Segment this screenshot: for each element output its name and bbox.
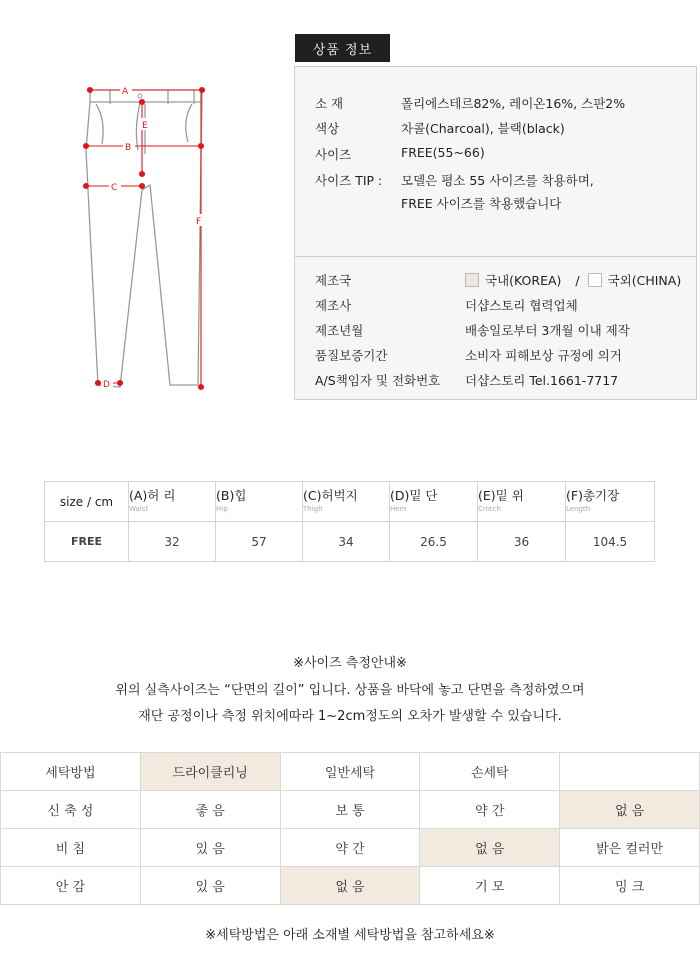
label-f: F bbox=[196, 217, 202, 227]
size-tip-value: 모델은 평소 55 사이즈를 착용하며, bbox=[401, 173, 594, 188]
col-length: (F)총기장 Length bbox=[566, 482, 655, 522]
stretch-none: 없 음 bbox=[560, 791, 700, 829]
warranty-value: 소비자 피해보상 규정에 의거 bbox=[465, 348, 622, 363]
product-info-box bbox=[294, 66, 697, 400]
color-label: 색상 bbox=[315, 121, 340, 136]
wash-table bbox=[0, 752, 700, 905]
manufacturer-label: 제조사 bbox=[315, 298, 352, 313]
warranty-label: 품질보증기간 bbox=[315, 348, 388, 363]
value-thigh: 34 bbox=[303, 522, 390, 562]
as-contact-value: 더샵스토리 Tel.1661-7717 bbox=[465, 373, 619, 388]
stretch-good: 좋 음 bbox=[140, 791, 280, 829]
lining-label: 안 감 bbox=[1, 867, 141, 905]
manufacturer-value: 더샵스토리 협력업체 bbox=[465, 298, 578, 313]
value-hip: 57 bbox=[216, 522, 303, 562]
table-row bbox=[1, 753, 700, 791]
sheer-none: 없 음 bbox=[420, 829, 560, 867]
material-label: 소 재 bbox=[315, 96, 344, 111]
wash-empty bbox=[560, 753, 700, 791]
product-info-title: 상품 정보 bbox=[295, 34, 390, 62]
origin-label: 제조국 bbox=[315, 273, 352, 288]
sheer-bright-only: 밝은 컬러만 bbox=[560, 829, 700, 867]
material-value: 폴리에스테르82%, 레이온16%, 스판2% bbox=[401, 96, 626, 111]
value-hem: 26.5 bbox=[390, 522, 478, 562]
sheer-yes: 있 음 bbox=[140, 829, 280, 867]
col-hem: (D)밑 단 Hem bbox=[390, 482, 478, 522]
pants-measurement-diagram bbox=[70, 80, 220, 400]
wash-normal: 일반세탁 bbox=[280, 753, 420, 791]
label-d: D bbox=[103, 380, 110, 390]
sheer-label: 비 침 bbox=[1, 829, 141, 867]
stretch-normal: 보 통 bbox=[280, 791, 420, 829]
size-corner: size / cm bbox=[45, 482, 129, 522]
color-value: 차콜(Charcoal), 블랙(black) bbox=[401, 121, 565, 136]
size-name: FREE bbox=[45, 522, 129, 562]
notes-line-2: 재단 공정이나 측정 위치에따라 1~2cm정도의 오차가 발생할 수 있습니다. bbox=[138, 709, 562, 724]
stretch-slight: 약 간 bbox=[420, 791, 560, 829]
value-crotch: 36 bbox=[478, 522, 566, 562]
sheer-slight: 약 간 bbox=[280, 829, 420, 867]
col-hip: (B)힙 Hip bbox=[216, 482, 303, 522]
origin-china: 국외(CHINA) bbox=[607, 273, 682, 288]
label-b: B bbox=[125, 143, 132, 153]
notes-line-1: 위의 실측사이즈는 “단면의 길이” 입니다. 상품을 바닥에 놓고 단면을 측정하였으며 bbox=[115, 683, 585, 698]
label-e: E bbox=[142, 121, 148, 131]
size-tip-value-2: FREE 사이즈를 착용했습니다 bbox=[401, 196, 562, 211]
wash-footnote: ※세탁방법은 아래 소재별 세탁방법을 참고하세요※ bbox=[205, 928, 495, 943]
table-row bbox=[1, 867, 700, 905]
origin-value bbox=[465, 271, 681, 289]
col-thigh: (C)허벅지 Thigh bbox=[303, 482, 390, 522]
lining-mink: 밍 크 bbox=[560, 867, 700, 905]
wash-method-label: 세탁방법 bbox=[1, 753, 141, 791]
size-table-header bbox=[45, 482, 655, 522]
lining-yes: 있 음 bbox=[140, 867, 280, 905]
label-c: C bbox=[111, 183, 118, 193]
origin-separator: / bbox=[575, 273, 580, 288]
value-length: 104.5 bbox=[566, 522, 655, 562]
table-row bbox=[1, 791, 700, 829]
manufacture-date-label: 제조년월 bbox=[315, 323, 364, 338]
as-contact-label: A/S책임자 및 전화번호 bbox=[315, 373, 441, 388]
size-table bbox=[44, 481, 655, 562]
stretch-label: 신 축 성 bbox=[1, 791, 141, 829]
notes-heading: ※사이즈 측정안내※ bbox=[293, 656, 407, 671]
size-tip-label: 사이즈 TIP : bbox=[315, 173, 383, 188]
size-label: 사이즈 bbox=[315, 147, 352, 162]
wash-hand: 손세탁 bbox=[420, 753, 560, 791]
info-divider bbox=[295, 256, 696, 257]
label-a: A bbox=[122, 87, 129, 97]
size-value: FREE(55~66) bbox=[401, 145, 485, 160]
col-waist: (A)허 리 Waist bbox=[129, 482, 216, 522]
lining-none: 없 음 bbox=[280, 867, 420, 905]
table-row bbox=[45, 522, 655, 562]
china-checkbox-icon bbox=[588, 273, 602, 287]
origin-korea: 국내(KOREA) bbox=[485, 273, 562, 288]
wash-dry-clean: 드라이클리닝 bbox=[140, 753, 280, 791]
col-crotch: (E)밑 위 Crotch bbox=[478, 482, 566, 522]
product-info-top bbox=[295, 67, 696, 256]
lining-brushed: 기 모 bbox=[420, 867, 560, 905]
korea-checkbox-icon bbox=[465, 273, 479, 287]
value-waist: 32 bbox=[129, 522, 216, 562]
manufacture-date-value: 배송일로부터 3개월 이내 제작 bbox=[465, 323, 630, 338]
table-row bbox=[1, 829, 700, 867]
